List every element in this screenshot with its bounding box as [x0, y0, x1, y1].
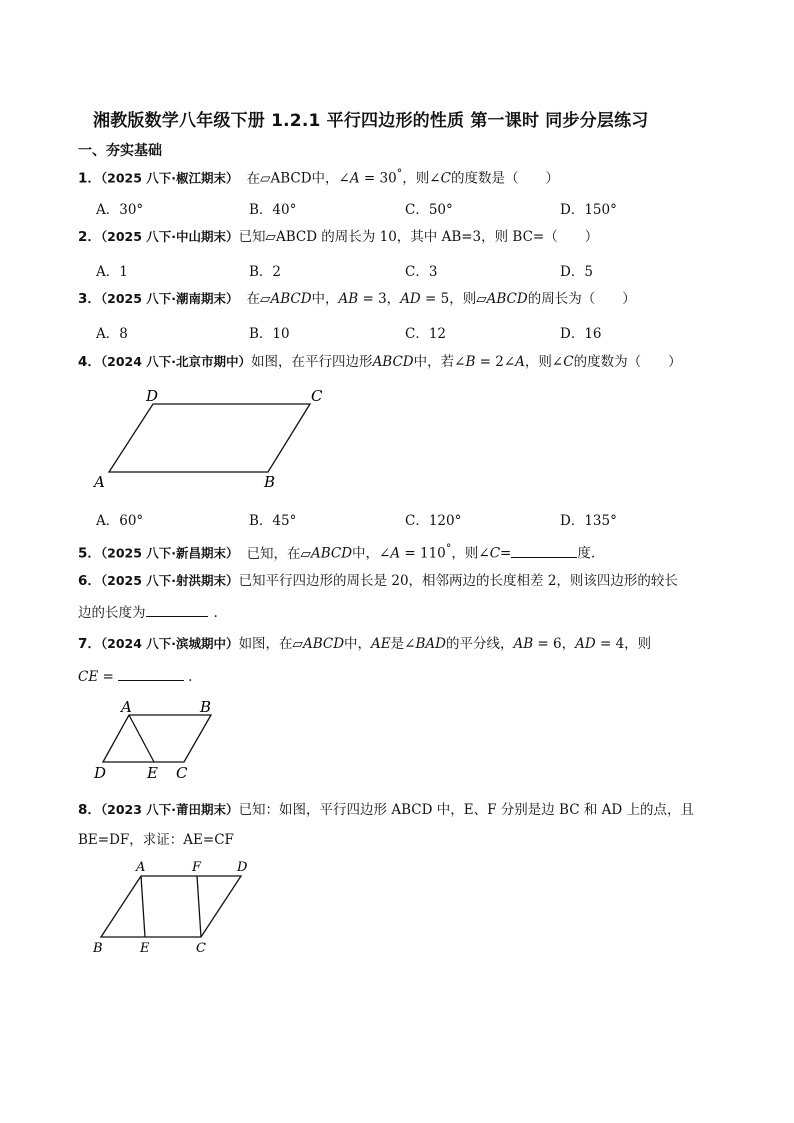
- page-title: 湘教版数学八年级下册 1.2.1 平行四边形的性质 第一课时 同步分层练习: [93, 111, 649, 131]
- question-1: [78, 164, 559, 189]
- option-c: C．3: [405, 264, 438, 280]
- question-number: 4．: [78, 354, 101, 370]
- question-7-line-2: [78, 666, 192, 687]
- question-source: （2024 八下·北京市期中）: [100, 354, 252, 369]
- parallelogram-abcd: [101, 876, 241, 937]
- parallelogram-figure-q4: [90, 384, 340, 494]
- question-6-line-2: [78, 602, 218, 623]
- math-symbol: CE: [78, 669, 99, 685]
- question-text: 中，∠: [311, 170, 350, 187]
- math-symbol: AD: [400, 291, 421, 307]
- question-text: 如图，在平行四边形: [251, 354, 373, 370]
- segment-cf: [197, 876, 201, 937]
- question-text: ，则∠: [451, 545, 490, 562]
- question-source: （2023 八下·莆田期末）: [100, 802, 239, 817]
- vertex-label-d: D: [237, 860, 248, 875]
- option-c: C．12: [405, 326, 447, 342]
- option-c: C．120°: [405, 513, 462, 529]
- question-text: .: [188, 669, 193, 685]
- math-symbol: AB: [338, 291, 359, 307]
- question-text: 的度数为（ ）: [573, 354, 682, 370]
- option-d: D．16: [560, 326, 602, 342]
- question-text: =: [98, 669, 119, 685]
- question-6: [78, 571, 678, 591]
- question-text: 已知，在▱: [246, 545, 311, 562]
- vertex-label-b: B: [200, 698, 212, 716]
- option-a: A．8: [96, 326, 128, 342]
- question-text: = 4，则: [595, 636, 652, 652]
- question-4: [78, 352, 682, 372]
- math-symbol: AD: [575, 636, 596, 652]
- question-text: = 5，则▱: [420, 291, 487, 307]
- vertex-label-d: D: [94, 764, 107, 782]
- option-d: D．5: [560, 264, 593, 280]
- option-d: D．150°: [560, 202, 617, 218]
- question-source: （2024 八下·滨城期中）: [100, 636, 239, 651]
- question-text: 中，∠: [352, 545, 391, 562]
- math-symbol: B: [465, 354, 476, 370]
- question-3: [78, 289, 636, 309]
- question-5: [78, 539, 595, 564]
- question-text: 在: [246, 170, 261, 187]
- section-heading: 一、夯实基础: [78, 143, 162, 159]
- question-text: 的平分线，: [445, 636, 514, 652]
- question-number: 1．: [78, 170, 101, 187]
- vertex-label-e: E: [140, 941, 150, 956]
- question-number: 8．: [78, 802, 101, 818]
- question-text: 是∠: [390, 636, 416, 652]
- answer-blank[interactable]: [118, 666, 184, 681]
- vertex-label-f: F: [192, 860, 202, 875]
- math-symbol: A: [390, 545, 401, 562]
- math-symbol: C: [489, 545, 501, 562]
- parallelogram-figure-q8: [88, 856, 263, 960]
- math-symbol: A: [349, 170, 360, 187]
- math-symbol: ABCD: [486, 291, 528, 307]
- degree-symbol: °: [445, 542, 452, 555]
- segment-ae: [141, 876, 145, 937]
- question-text: 的度数是（ ）: [450, 170, 559, 187]
- question-8-line-2: BE=DF，求证：AE=CF: [78, 832, 234, 848]
- question-2: [78, 227, 598, 247]
- question-source: （2025 八下·射洪期末）: [100, 573, 239, 588]
- degree-symbol: °: [396, 167, 403, 180]
- vertex-label-d: D: [146, 387, 159, 405]
- parallelogram-abcd: [103, 715, 211, 762]
- question-text: 的周长为（ ）: [527, 291, 636, 307]
- question-number: 6．: [78, 573, 101, 589]
- vertex-label-c: C: [196, 941, 206, 956]
- option-d: D．135°: [560, 513, 617, 529]
- vertex-label-e: E: [147, 764, 158, 782]
- math-symbol: C: [440, 170, 451, 187]
- math-symbol: ABCD: [310, 545, 353, 562]
- question-number: 7．: [78, 636, 101, 652]
- vertex-label-a: A: [121, 698, 132, 716]
- question-text: 已知：如图，平行四边形 ABCD 中，E、F 分别是边 BC 和 AD 上的点，且: [238, 802, 694, 818]
- question-text: ，则∠: [524, 354, 564, 370]
- question-text: 在▱: [246, 291, 271, 307]
- question-text: 中，: [344, 636, 372, 652]
- math-symbol: A: [515, 354, 525, 370]
- vertex-label-c: C: [176, 764, 188, 782]
- question-text: ▱ABCD: [260, 170, 312, 187]
- question-source: （2025 八下·椒江期末）: [100, 170, 239, 186]
- math-symbol: AE: [371, 636, 391, 652]
- question-number: 2．: [78, 229, 101, 245]
- question-8: [78, 800, 694, 820]
- question-number: 5．: [78, 545, 101, 562]
- math-symbol: AB: [513, 636, 534, 652]
- question-number: 3．: [78, 291, 101, 307]
- math-symbol: BAD: [415, 636, 446, 652]
- math-symbol: ABCD: [302, 636, 345, 652]
- option-a: A．1: [96, 264, 128, 280]
- question-source: （2025 八下·新昌期末）: [100, 545, 239, 561]
- option-b: B．40°: [249, 202, 297, 218]
- question-text: = 3，: [358, 291, 401, 307]
- answer-blank[interactable]: [146, 602, 208, 617]
- option-b: B．2: [249, 264, 282, 280]
- question-text: 如图，在▱: [238, 636, 303, 652]
- question-source: （2025 八下·中山期末）: [100, 229, 239, 244]
- question-text: 边的长度为: [78, 605, 146, 621]
- question-text: 中，: [311, 291, 339, 307]
- question-text: ，则∠: [402, 170, 441, 187]
- option-b: B．45°: [249, 513, 297, 529]
- question-text: = 6，: [533, 636, 576, 652]
- vertex-label-c: C: [311, 387, 323, 405]
- question-text: = 30: [359, 170, 397, 187]
- question-text: 已知▱ABCD 的周长为 10，其中 AB=3，则 BC=（ ）: [238, 229, 599, 245]
- answer-blank[interactable]: [511, 543, 577, 558]
- question-7: [78, 634, 651, 654]
- question-text: 度.: [577, 545, 596, 562]
- option-c: C．50°: [405, 202, 453, 218]
- vertex-label-a: A: [136, 860, 146, 875]
- math-symbol: ABCD: [270, 291, 312, 307]
- option-a: A．60°: [96, 513, 144, 529]
- bisector-ae: [129, 715, 154, 762]
- vertex-label-a: A: [94, 473, 105, 491]
- question-text: = 110: [400, 545, 446, 562]
- question-text: 已知平行四边形的周长是 20，相邻两边的长度相差 2，则该四边形的较长: [238, 573, 678, 589]
- parallelogram-abcd: [109, 404, 310, 472]
- question-text: .: [213, 605, 218, 621]
- option-b: B．10: [249, 326, 290, 342]
- parallelogram-figure-q7: [88, 696, 248, 786]
- question-text: 中，若∠: [413, 354, 466, 370]
- option-a: A．30°: [96, 202, 144, 218]
- question-text: =: [500, 545, 512, 562]
- question-text: = 2∠: [475, 354, 516, 370]
- math-symbol: C: [563, 354, 574, 370]
- vertex-label-b: B: [264, 473, 276, 491]
- question-source: （2025 八下·潮南期末）: [100, 291, 239, 306]
- vertex-label-b: B: [93, 941, 103, 956]
- math-symbol: ABCD: [372, 354, 414, 370]
